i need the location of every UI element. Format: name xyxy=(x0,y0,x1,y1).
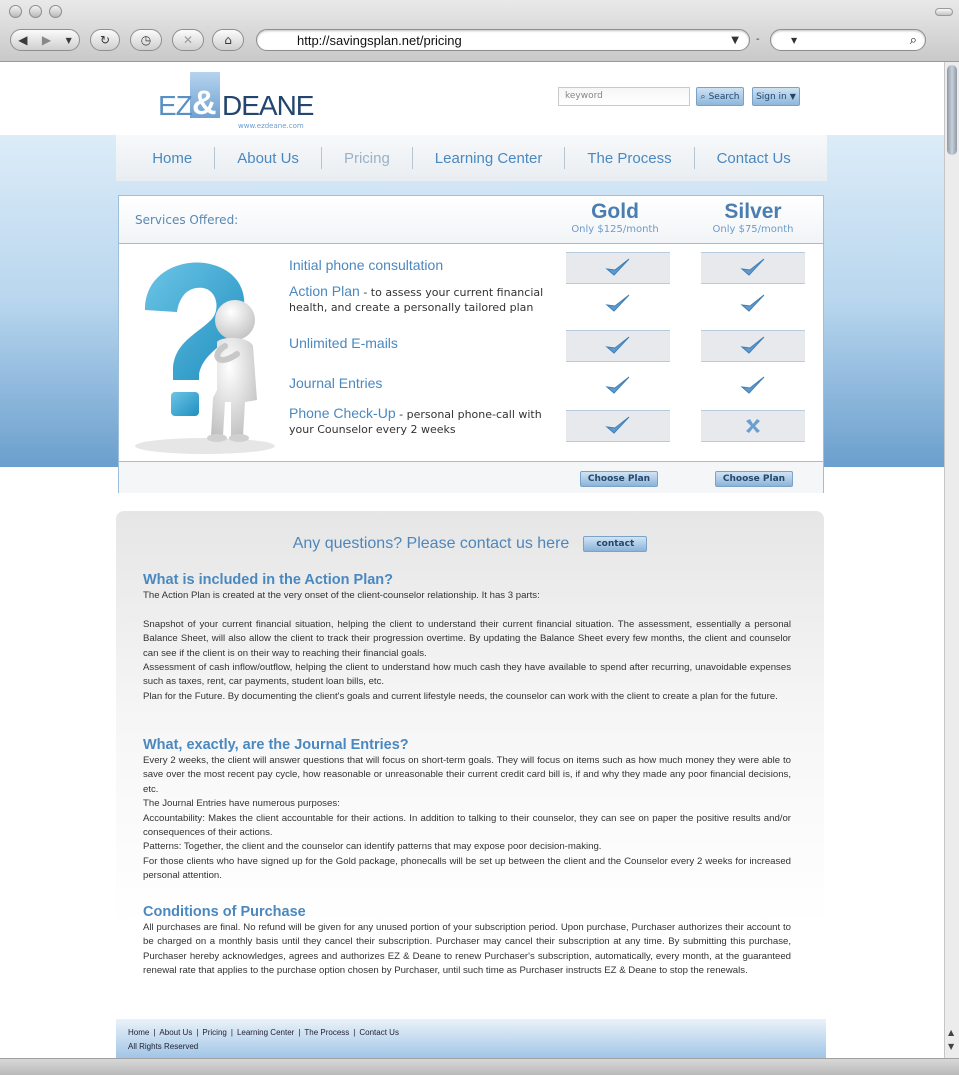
section-paragraph: Every 2 weeks, the client will answer questions that will focus on short-term goals. They will focus on items such as how much money they were able to save over the most recent pay cycle, how reasonable or unreasonable their current credit card bill is, if and why they made any poor financial decisions, etc. xyxy=(143,755,791,795)
silver-plan-cell xyxy=(701,370,805,402)
section-paragraph xyxy=(143,603,791,617)
checkmark-icon xyxy=(605,257,631,279)
address-bar[interactable] xyxy=(256,29,750,51)
nav-item-the-process[interactable]: The Process xyxy=(587,149,672,167)
nav-item-learning-center[interactable]: Learning Center xyxy=(434,149,543,167)
close-window-button[interactable] xyxy=(9,5,22,18)
footer-link-home[interactable]: Home xyxy=(128,1028,150,1037)
section-paragraph: Assessment of cash inflow/outflow, helping the client to understand how much cash they have available to spend after recurring, unavoidable expenses such as taxes, rent, car payments, student loan bills, etc. xyxy=(143,662,791,688)
nav-item-home[interactable]: Home xyxy=(152,149,193,167)
cross-icon xyxy=(743,416,763,436)
home-button[interactable] xyxy=(212,29,244,51)
silver-plan-cell xyxy=(701,330,805,362)
info-section xyxy=(143,737,791,884)
clock-icon: ◷ xyxy=(140,33,152,47)
back-arrow-icon[interactable]: ◀ xyxy=(18,33,28,47)
browser-status-bar xyxy=(0,1058,959,1075)
choose-gold-plan-button[interactable]: Choose Plan xyxy=(580,471,658,487)
section-paragraph: Snapshot of your current financial situation, helping the client to understand their current financial situation. The assessment, essentially a personal Balance Sheet, will also allow the client to track their progression overtime. By updating the Balance Sheet every few months, the client and counselor can see if the client is on their way to reaching their financial goals. xyxy=(143,618,791,659)
section-title: What is included in the Action Plan? xyxy=(143,572,393,588)
chevron-down-icon[interactable]: ▼ xyxy=(731,34,739,46)
feature-description: - personal phone-call with your Counselor every 2 weeks xyxy=(289,408,542,436)
gold-plan-cell xyxy=(566,288,670,320)
questions-text: Any questions? Please contact us here xyxy=(292,535,570,552)
pricing-footer xyxy=(119,461,823,493)
footer-separator: | xyxy=(196,1028,199,1037)
ez-deane-logo[interactable] xyxy=(158,72,318,132)
logo-ampersand: & xyxy=(192,84,217,122)
nav-item-contact-us[interactable]: Contact Us xyxy=(716,149,791,167)
search-icon[interactable]: ⌕ xyxy=(909,32,917,48)
services-offered-label: Services Offered: xyxy=(135,213,239,227)
section-title: Conditions of Purchase xyxy=(143,904,306,920)
copyright-text: All Rights Reserved xyxy=(128,1042,199,1051)
info-panel xyxy=(116,511,824,1031)
nav-item-about-us[interactable]: About Us xyxy=(237,149,299,167)
feature-row xyxy=(289,376,559,392)
browser-search-field[interactable] xyxy=(770,29,926,51)
question-mark-illustration xyxy=(125,250,285,460)
plan-name: Silver xyxy=(724,200,782,223)
separator-dash: - xyxy=(756,34,760,45)
chevron-down-icon[interactable]: ▼ xyxy=(791,35,798,45)
pricing-header xyxy=(119,196,823,244)
browser-toolbar xyxy=(0,0,959,62)
feature-row xyxy=(289,406,559,437)
toolbar-toggle-button[interactable] xyxy=(935,8,953,16)
search-button[interactable] xyxy=(696,87,744,106)
footer-separator: | xyxy=(298,1028,301,1037)
info-section xyxy=(143,904,791,979)
footer-separator: | xyxy=(353,1028,356,1037)
section-paragraph: The Action Plan is created at the very onset of the client-counselor relationship. It has 3 parts: xyxy=(143,590,540,601)
plan-silver-header xyxy=(693,200,813,235)
gold-plan-cell xyxy=(566,370,670,402)
section-paragraph: For those clients who have signed up for the Gold package, phonecalls will be set up between the client and the Counselor every 2 weeks for increased personal attention. xyxy=(143,855,791,882)
feature-name: Unlimited E-mails xyxy=(289,335,398,351)
search-button-label: Search xyxy=(708,91,740,102)
silver-plan-cell xyxy=(701,252,805,284)
silver-plan-cell xyxy=(701,410,805,442)
scrollbar-thumb[interactable] xyxy=(947,65,957,155)
back-forward-buttons[interactable] xyxy=(10,29,80,51)
section-paragraph: All purchases are final. No refund will be given for any unused portion of your subscription period. Upon purchase, Purchaser authorizes their account to be charged on a monthly basis until they cancel their subscription. Purchaser may cancel their subscription at any time. By submitting this purchase, Purchaser hereby acknowledges, agrees and authorizes EZ & Deane to renew Purchaser's subscription, automatically, every month, at the guaranteed renewal rate that applies to the purchase option chosen by Purchaser, until such time as Purchaser instructs EZ & Deane to stop the renewals. xyxy=(143,922,791,977)
footer-link-learning-center[interactable]: Learning Center xyxy=(236,1028,295,1037)
section-paragraph: The Journal Entries have numerous purposes: xyxy=(143,798,340,810)
feature-name: Journal Entries xyxy=(289,375,383,391)
section-paragraph: Plan for the Future. By documenting the client's goals and current lifestyle needs, the counselor can work with the client to create a plan for the future. xyxy=(143,690,778,702)
home-icon: ⌂ xyxy=(224,33,232,47)
keyword-input[interactable]: keyword xyxy=(558,87,690,106)
page-footer xyxy=(116,1019,826,1058)
feature-name: Action Plan xyxy=(289,283,360,299)
section-title: What, exactly, are the Journal Entries? xyxy=(143,737,409,753)
checkmark-icon xyxy=(740,335,766,357)
scroll-down-arrow-icon[interactable]: ▼ xyxy=(948,1042,955,1051)
checkmark-icon xyxy=(740,257,766,279)
stop-button[interactable] xyxy=(172,29,204,51)
gold-plan-cell xyxy=(566,252,670,284)
logo-ez: EZ xyxy=(158,90,192,121)
gold-plan-cell xyxy=(566,330,670,362)
main-navigation xyxy=(116,135,827,181)
gold-plan-cell xyxy=(566,410,670,442)
url-text[interactable]: http://savingsplan.net/pricing xyxy=(297,32,462,48)
choose-silver-plan-button[interactable]: Choose Plan xyxy=(715,471,793,487)
chevron-down-icon: ▼ xyxy=(789,92,796,101)
chevron-down-icon[interactable]: ▼ xyxy=(65,35,72,45)
contact-prompt xyxy=(116,535,824,553)
history-button[interactable] xyxy=(130,29,162,51)
footer-links xyxy=(128,1028,399,1037)
footer-separator: | xyxy=(230,1028,233,1037)
section-paragraph: Patterns: Together, the client and the counselor can identify patterns that may expose poor decision-making. xyxy=(143,841,602,853)
zoom-window-button[interactable] xyxy=(49,5,62,18)
sign-in-label: Sign in xyxy=(756,91,787,102)
feature-row xyxy=(289,336,559,352)
info-section xyxy=(143,572,791,704)
plan-gold-header xyxy=(555,200,675,235)
checkmark-icon xyxy=(605,335,631,357)
footer-separator: | xyxy=(153,1028,156,1037)
checkmark-icon xyxy=(740,375,766,397)
web-page xyxy=(0,62,944,1058)
reload-button[interactable] xyxy=(90,29,120,51)
footer-link-the-process[interactable]: The Process xyxy=(304,1028,350,1037)
feature-row xyxy=(289,258,559,274)
checkmark-icon xyxy=(605,293,631,315)
search-icon: ⌕ xyxy=(700,91,706,102)
pricing-table xyxy=(118,195,824,493)
sign-in-button[interactable] xyxy=(752,87,800,106)
silver-plan-cell xyxy=(701,288,805,320)
checkmark-icon xyxy=(605,375,631,397)
minimize-window-button[interactable] xyxy=(29,5,42,18)
feature-description: - to assess your current financial health, and create a personally tailored plan xyxy=(289,286,544,314)
feature-row xyxy=(289,284,559,315)
contact-button[interactable]: contact xyxy=(583,536,647,552)
plan-price: Only $125/month xyxy=(571,224,659,235)
nav-item-pricing[interactable]: Pricing xyxy=(343,149,390,167)
vertical-scrollbar[interactable] xyxy=(944,62,959,1058)
footer-link-contact-us[interactable]: Contact Us xyxy=(359,1028,399,1037)
logo-deane: DEANE xyxy=(222,90,314,121)
plan-name: Gold xyxy=(591,200,639,223)
footer-link-about-us[interactable]: About Us xyxy=(159,1028,193,1037)
forward-arrow-icon[interactable]: ▶ xyxy=(41,33,52,47)
checkmark-icon xyxy=(740,293,766,315)
close-icon: ✕ xyxy=(182,33,194,47)
feature-name: Initial phone consultation xyxy=(289,257,444,273)
section-paragraph: Accountability: Makes the client accountable for their actions. In addition to talking to their counselor, they can see on paper the positive results and/or consequences of their actions. xyxy=(143,812,791,839)
reload-icon: ↻ xyxy=(99,33,111,47)
footer-link-pricing[interactable]: Pricing xyxy=(202,1028,227,1037)
logo-site-url: www.ezdeane.com xyxy=(238,122,304,130)
feature-name: Phone Check-Up xyxy=(289,405,396,421)
scroll-up-arrow-icon[interactable]: ▲ xyxy=(948,1028,955,1037)
checkmark-icon xyxy=(605,415,631,437)
plan-price: Only $75/month xyxy=(712,224,794,235)
